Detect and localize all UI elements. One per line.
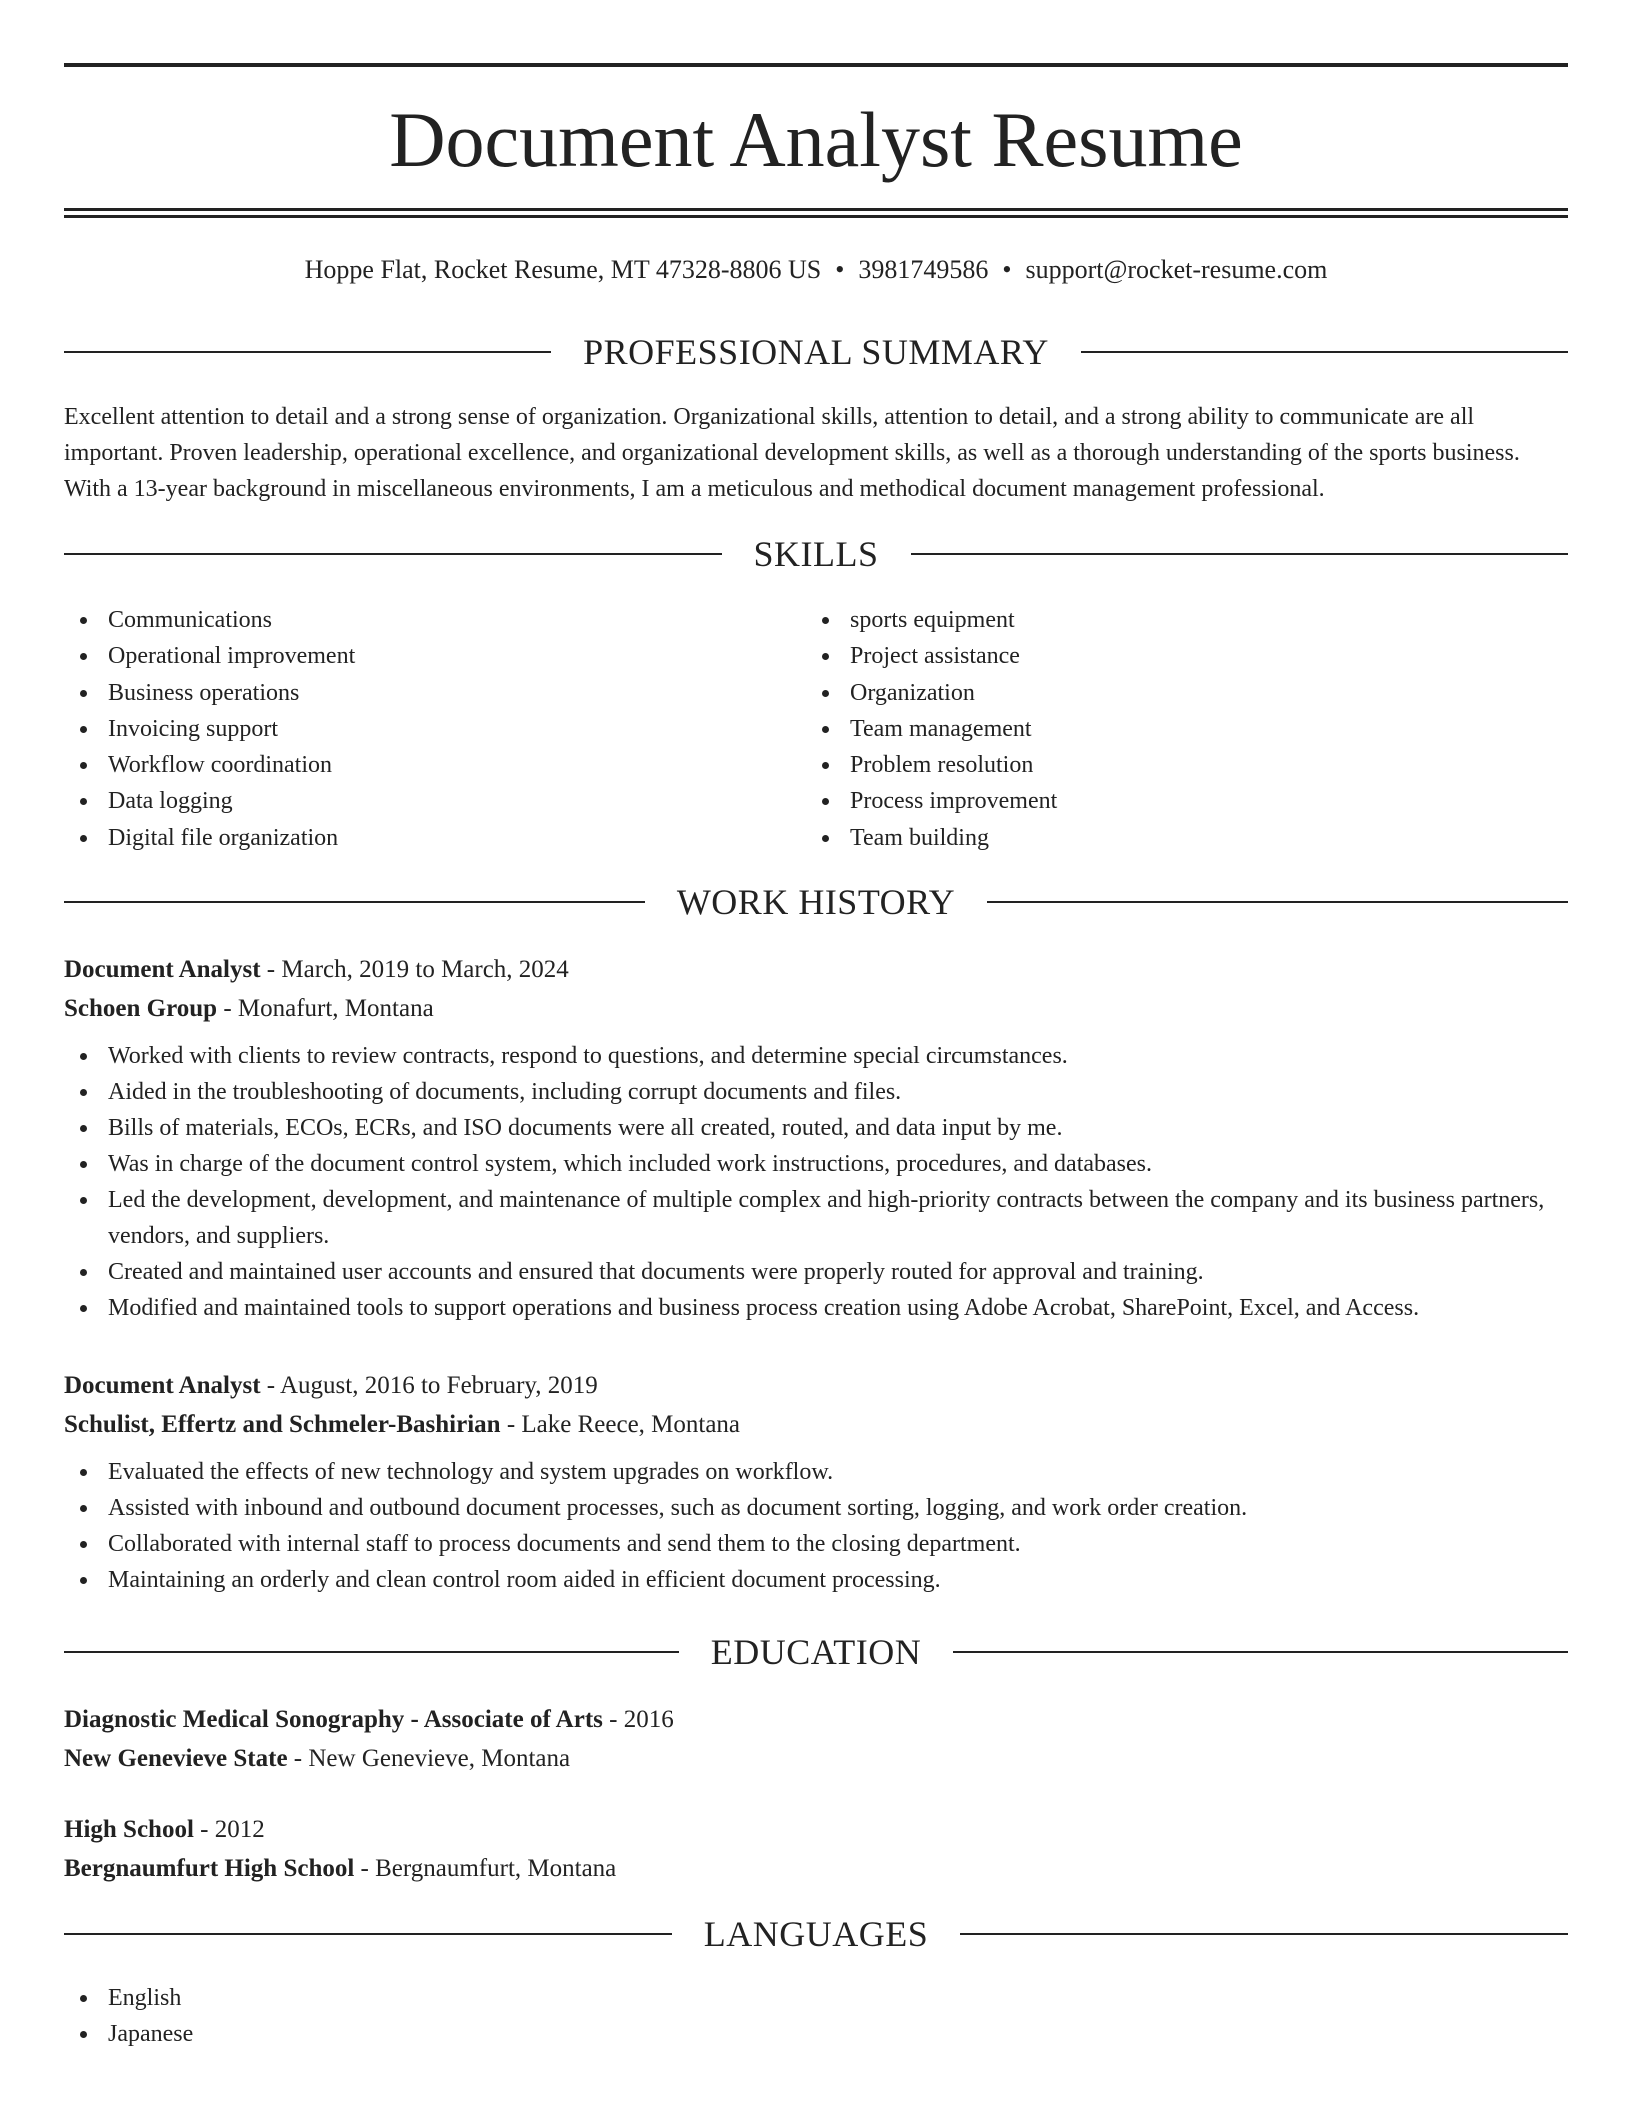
section-title: WORK HISTORY xyxy=(676,882,956,922)
job-company-line xyxy=(64,1405,1568,1444)
languages-list xyxy=(64,1980,1568,2052)
list-item: Organization xyxy=(806,675,1506,711)
education-degree-line xyxy=(64,1810,1568,1849)
list-item: Invoicing support xyxy=(64,711,764,747)
contact-separator: • xyxy=(1002,255,1012,284)
job-location: - Monafurt, Montana xyxy=(217,995,434,1022)
job-company: Schulist, Effertz and Schmeler-Bashirian xyxy=(64,1411,501,1438)
list-item: Operational improvement xyxy=(64,638,764,674)
education-degree-line xyxy=(64,1700,1568,1739)
section-rule xyxy=(64,901,645,903)
list-item: Project assistance xyxy=(806,638,1506,674)
job-bullets xyxy=(64,1454,1568,1598)
section-rule xyxy=(1081,351,1568,353)
job-title: Document Analyst xyxy=(64,1372,261,1399)
list-item: Business operations xyxy=(64,675,764,711)
list-item: Created and maintained user accounts and ensured that documents were properly routed for approval and training. xyxy=(64,1254,1568,1290)
contact-email: support@rocket-resume.com xyxy=(1025,255,1328,284)
section-title: LANGUAGES xyxy=(703,1914,929,1954)
section-header-summary xyxy=(64,330,1568,374)
education-school: New Genevieve State xyxy=(64,1745,288,1772)
section-rule xyxy=(64,1651,679,1653)
section-title: PROFESSIONAL SUMMARY xyxy=(583,332,1049,372)
list-item: Team management xyxy=(806,711,1506,747)
section-rule xyxy=(911,553,1569,555)
education-location: - New Genevieve, Montana xyxy=(287,1745,571,1772)
list-item: Modified and maintained tools to support operations and business process creation using Adobe Acrobat, SharePoint, Excel, and Access. xyxy=(64,1290,1568,1326)
list-item: Digital file organization xyxy=(64,820,764,856)
contact-line xyxy=(64,252,1568,288)
list-item: Assisted with inbound and outbound document processes, such as document sorting, logging, and work order creation. xyxy=(64,1490,1568,1526)
list-item: Team building xyxy=(806,820,1506,856)
education-entry xyxy=(64,1700,1568,1778)
title-double-rule xyxy=(64,208,1568,218)
section-header-education xyxy=(64,1630,1568,1674)
section-header-work-history xyxy=(64,880,1568,924)
list-item: English xyxy=(64,1980,1568,2016)
list-item: sports equipment xyxy=(806,602,1506,638)
job-dates: - August, 2016 to February, 2019 xyxy=(260,1372,598,1399)
section-rule xyxy=(953,1651,1568,1653)
section-rule xyxy=(987,901,1568,903)
list-item: Process improvement xyxy=(806,783,1506,819)
top-rule xyxy=(64,63,1568,67)
list-item: Bills of materials, ECOs, ECRs, and ISO documents were all created, routed, and data input by me. xyxy=(64,1110,1568,1146)
summary-text: Excellent attention to detail and a strong sense of organization. Organizational skills, attention to detail, and a strong ability to communicate are all important. Proven leadership, operational excellence, and organizational development skills, as well as a thorough understanding of the sports business. With a 13-year background in miscellaneous environments, I am a meticulous and methodical document management professional. xyxy=(64,404,1520,502)
job-title: Document Analyst xyxy=(64,956,261,983)
education-school: Bergnaumfurt High School xyxy=(64,1855,355,1882)
education-location: - Bergnaumfurt, Montana xyxy=(354,1855,617,1882)
list-item: Workflow coordination xyxy=(64,747,764,783)
job-location: - Lake Reece, Montana xyxy=(500,1411,741,1438)
education-degree: High School xyxy=(64,1816,194,1843)
education-year: - 2012 xyxy=(193,1816,265,1843)
skills-list-right xyxy=(806,602,1506,856)
job-dates: - March, 2019 to March, 2024 xyxy=(260,956,569,983)
job-company-line xyxy=(64,989,1568,1028)
list-item: Maintaining an orderly and clean control room aided in efficient document processing. xyxy=(64,1562,1568,1598)
job-company: Schoen Group xyxy=(64,995,218,1022)
list-item: Japanese xyxy=(64,2016,1568,2052)
education-degree: Diagnostic Medical Sonography - Associate of Arts xyxy=(64,1706,603,1733)
job-title-line xyxy=(64,1366,1568,1405)
list-item: Led the development, development, and maintenance of multiple complex and high-priority contracts between the company and its business partners, vendors, and suppliers. xyxy=(64,1182,1568,1254)
contact-separator: • xyxy=(835,255,845,284)
job-bullets xyxy=(64,1038,1568,1326)
section-rule xyxy=(64,1933,672,1935)
contact-address: Hoppe Flat, Rocket Resume, MT 47328-8806 US xyxy=(304,255,822,284)
section-rule xyxy=(64,553,722,555)
education-school-line xyxy=(64,1739,1568,1778)
page-title: Document Analyst Resume xyxy=(389,96,1243,183)
section-title: SKILLS xyxy=(753,534,879,574)
job-title-line xyxy=(64,950,1568,989)
job-entry xyxy=(64,950,1568,1326)
section-header-languages xyxy=(64,1912,1568,1956)
job-entry xyxy=(64,1366,1568,1598)
list-item: Worked with clients to review contracts, respond to questions, and determine special circumstances. xyxy=(64,1038,1568,1074)
list-item: Aided in the troubleshooting of documents, including corrupt documents and files. xyxy=(64,1074,1568,1110)
list-item: Collaborated with internal staff to process documents and send them to the closing department. xyxy=(64,1526,1568,1562)
section-header-skills xyxy=(64,532,1568,576)
contact-phone: 3981749586 xyxy=(858,255,989,284)
section-rule xyxy=(64,351,551,353)
section-rule xyxy=(960,1933,1568,1935)
list-item: Data logging xyxy=(64,783,764,819)
education-year: - 2016 xyxy=(602,1706,674,1733)
list-item: Evaluated the effects of new technology and system upgrades on workflow. xyxy=(64,1454,1568,1490)
education-entry xyxy=(64,1810,1568,1888)
section-title: EDUCATION xyxy=(710,1632,922,1672)
list-item: Was in charge of the document control system, which included work instructions, procedures, and databases. xyxy=(64,1146,1568,1182)
education-school-line xyxy=(64,1849,1568,1888)
list-item: Problem resolution xyxy=(806,747,1506,783)
skills-list-left xyxy=(64,602,764,856)
list-item: Communications xyxy=(64,602,764,638)
